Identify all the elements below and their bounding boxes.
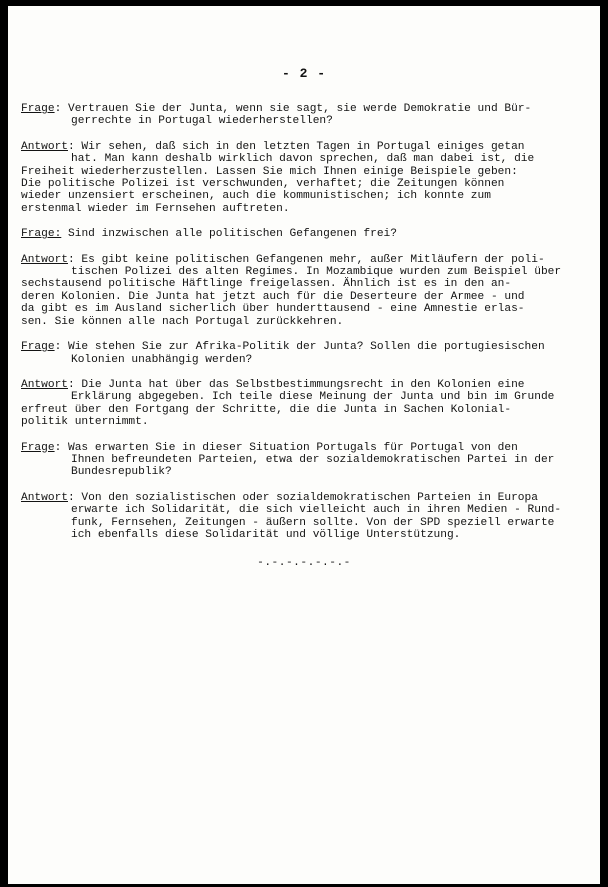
answer-line: da gibt es im Ausland sicherlich über hunderttausend - eine Amnestie erlas- (21, 303, 525, 316)
question-line: : Was erwarten Sie in dieser Situation Portugals für Portugal von den (54, 441, 518, 454)
question-block (21, 442, 569, 479)
question-line: Ihnen befreundeten Parteien, etwa der sozialdemokratischen Partei in der (71, 453, 555, 466)
answer-line: : Die Junta hat über das Selbstbestimmungsrecht in den Kolonien eine (68, 378, 525, 391)
answer-label: Antwort (21, 378, 68, 391)
page-number: - 2 - (281, 66, 326, 81)
end-separator: -.-.-.-.-.-.- (257, 557, 351, 569)
answer-block (21, 254, 569, 328)
answer-line: : Von den sozialistischen oder sozialdemokratischen Parteien in Europa (68, 491, 538, 504)
question-line: : Wie stehen Sie zur Afrika-Politik der Junta? Sollen die portugiesischen (54, 341, 545, 354)
question-label: Frage: (21, 228, 62, 241)
answer-line: erstenmal wieder im Fernsehen auftreten. (21, 202, 290, 215)
document-page (8, 6, 600, 884)
answer-line: ich ebenfalls diese Solidarität und völlige Unterstützung. (71, 528, 461, 541)
interview-text (21, 103, 569, 554)
question-line: Bundesrepublik? (71, 466, 172, 479)
question-label: Frage (21, 341, 55, 354)
answer-line: : Es gibt keine politischen Gefangenen mehr, außer Mitläufern der poli- (68, 253, 545, 266)
answer-line: : Wir sehen, daß sich in den letzten Tagen in Portugal einiges getan (68, 140, 525, 153)
answer-line: sen. Sie können alle nach Portugal zurückkehren. (21, 315, 344, 328)
question-line: Sind inzwischen alle politischen Gefangenen frei? (61, 228, 397, 241)
answer-line: tischen Polizei des alten Regimes. In Mozambique wurden zum Beispiel über (71, 266, 562, 279)
question-line: Kolonien unabhängig werden? (71, 353, 253, 366)
question-block (21, 228, 569, 240)
answer-line: sechstausend politische Häftlinge freigelassen. Ähnlich ist es in den an- (21, 278, 512, 291)
answer-line: politik unternimmt. (21, 416, 149, 429)
answer-label: Antwort (21, 140, 68, 153)
question-block (21, 341, 569, 366)
question-line: : Vertrauen Sie der Junta, wenn sie sagt, sie werde Demokratie und Bür- (54, 103, 532, 115)
answer-line: hat. Man kann deshalb wirklich davon sprechen, daß man dabei ist, die (71, 153, 535, 166)
question-label: Frage (21, 103, 55, 115)
answer-line: erfreut über den Fortgang der Schritte, die die Junta in Sachen Kolonial- (21, 403, 512, 416)
answer-line: erwarte ich Solidarität, die sich vielleicht auch in ihren Medien - Rund- (71, 504, 562, 517)
answer-line: Die politische Polizei ist verschwunden, verhaftet; die Zeitungen können (21, 178, 505, 191)
answer-line: funk, Fernsehen, Zeitungen - äußern sollte. Von der SPD speziell erwarte (71, 516, 555, 529)
answer-line: deren Kolonien. Die Junta hat jetzt auch für die Deserteure der Armee - und (21, 290, 525, 303)
answer-line: Erklärung abgegeben. Ich teile diese Meinung der Junta und bin im Grunde (71, 391, 555, 404)
answer-label: Antwort (21, 253, 68, 266)
question-block (21, 103, 569, 128)
answer-label: Antwort (21, 491, 68, 504)
answer-line: wieder unzensiert erscheinen, auch die kommunistischen; ich konnte zum (21, 190, 491, 203)
answer-block (21, 379, 569, 429)
answer-block (21, 141, 569, 215)
question-line: gerrechte in Portugal wiederherstellen? (71, 115, 333, 128)
answer-line: Freiheit wiederherzustellen. Lassen Sie mich Ihnen einige Beispiele geben: (21, 165, 518, 178)
answer-block (21, 492, 569, 542)
question-label: Frage (21, 441, 55, 454)
